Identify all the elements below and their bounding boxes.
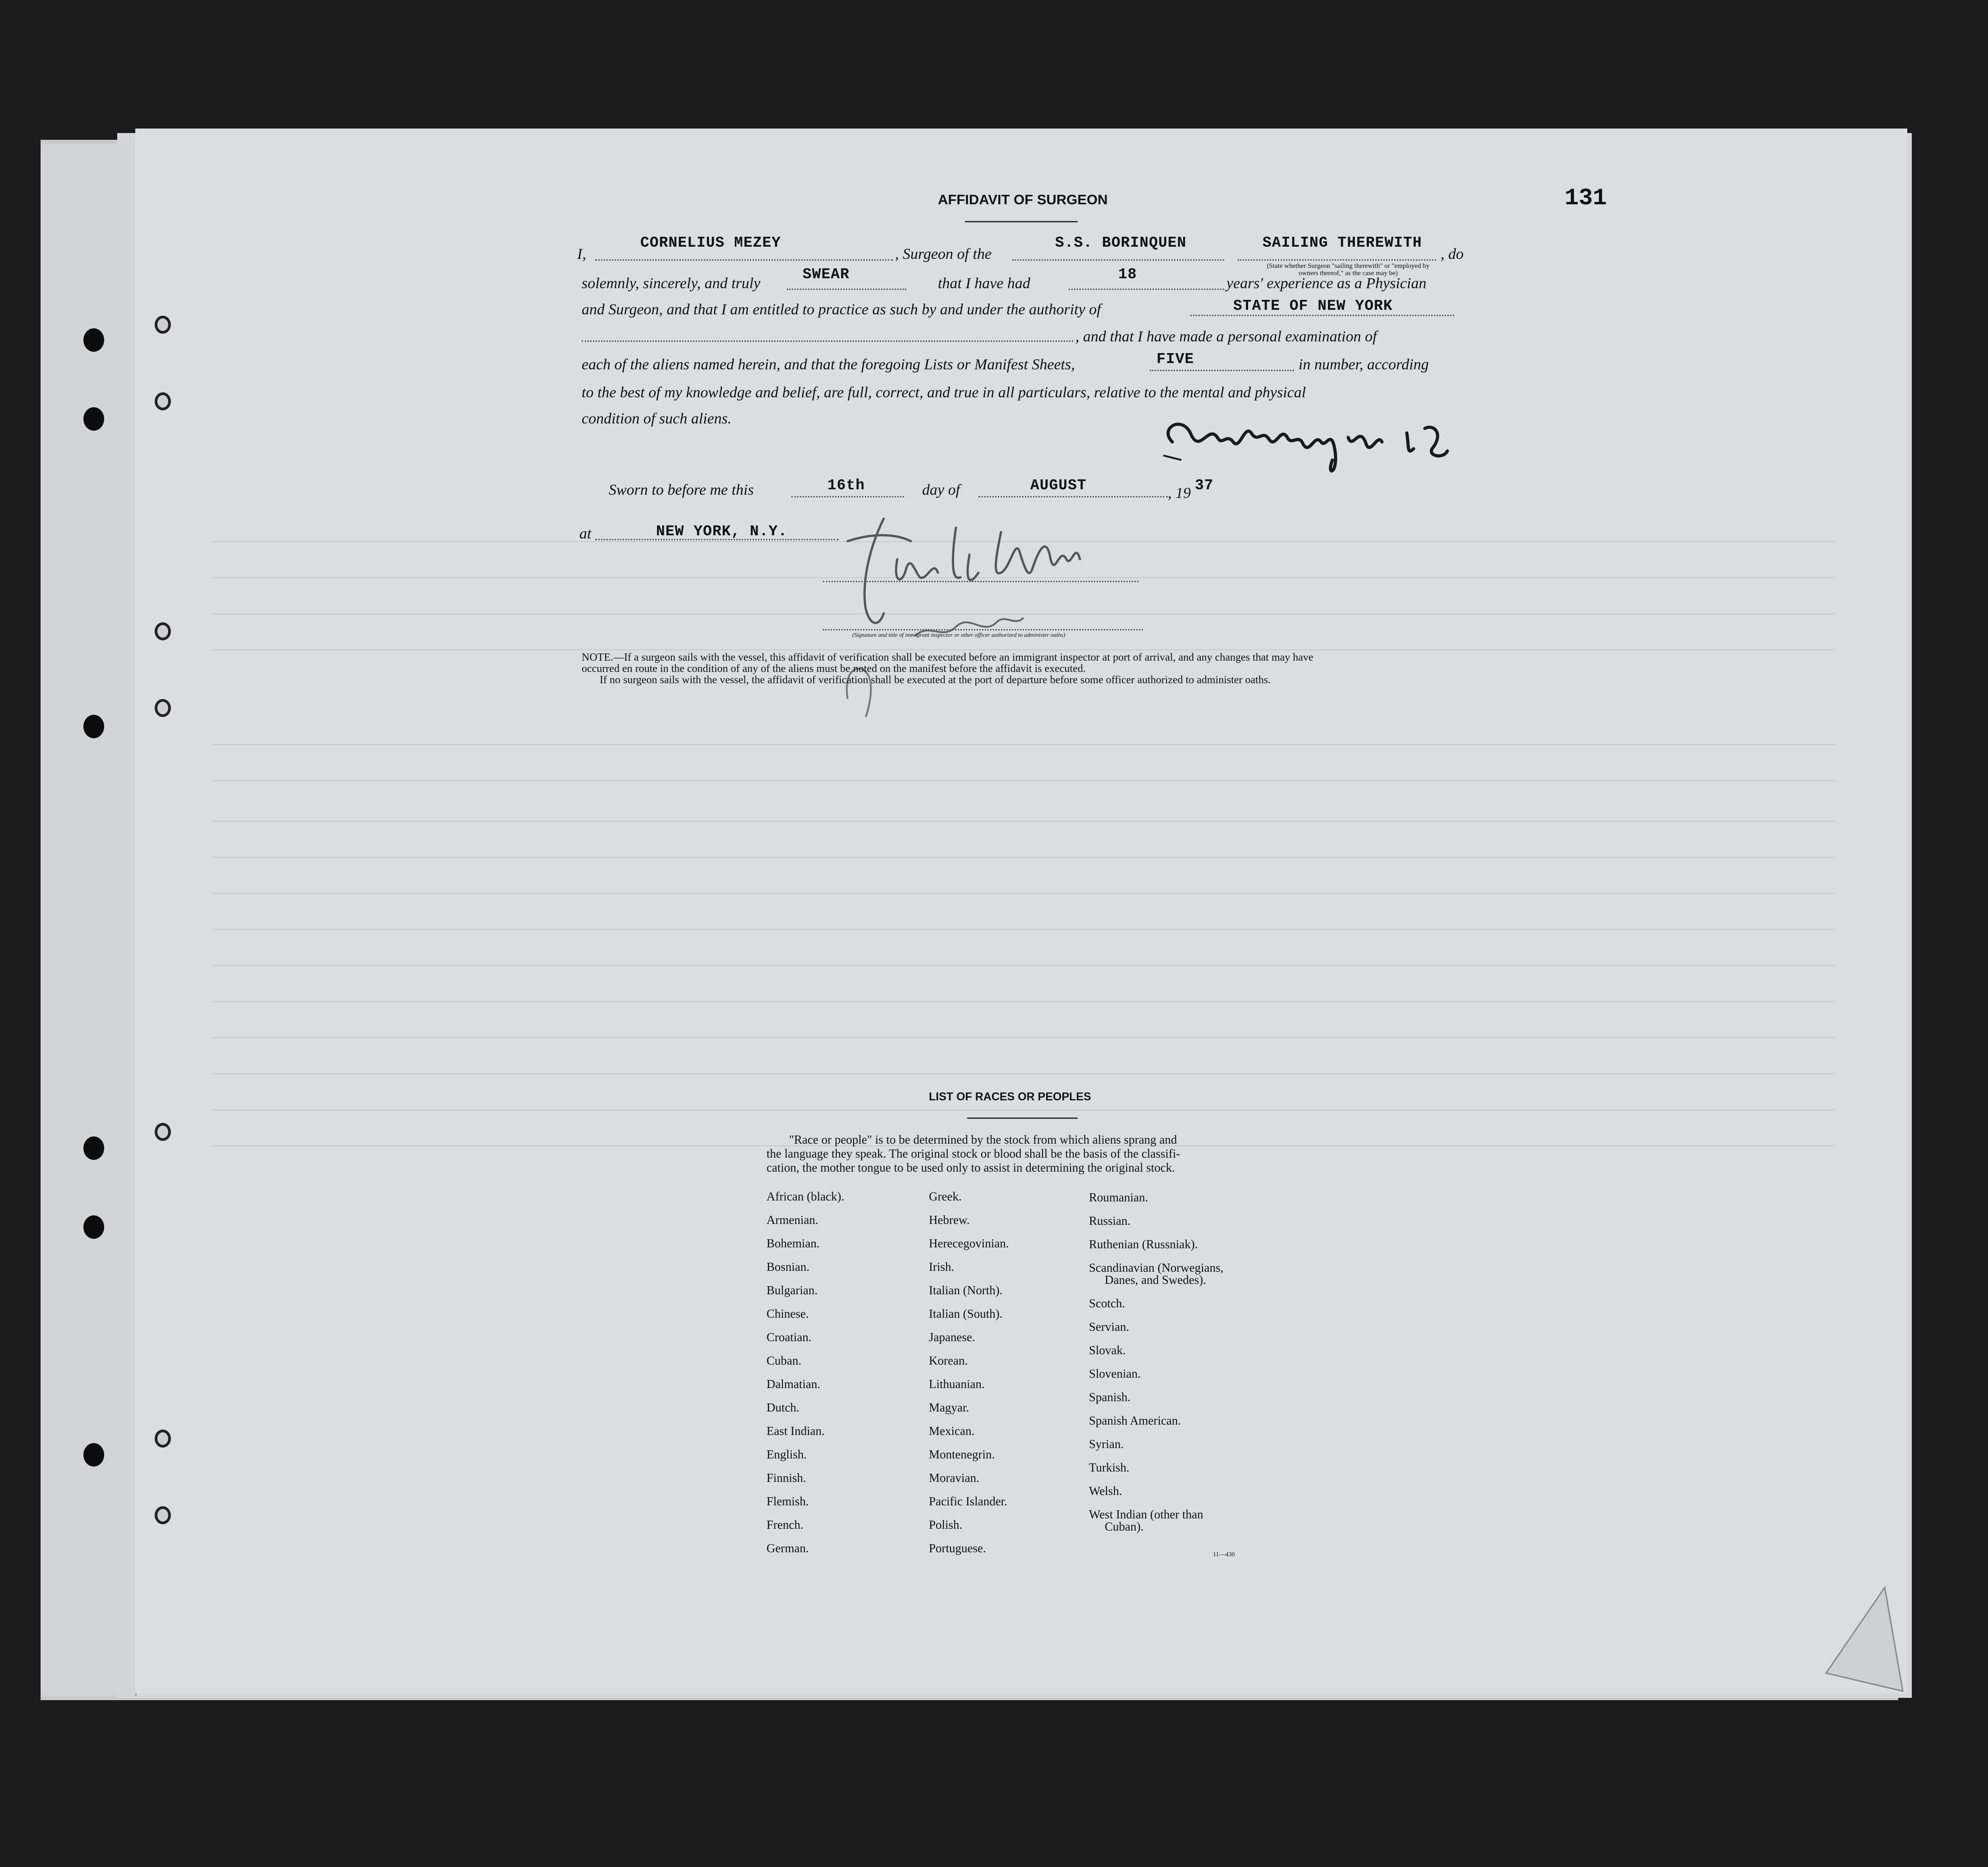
race-item: Italian (North).	[929, 1283, 1003, 1297]
affidavit-note	[582, 652, 1456, 686]
officer-signature-line	[823, 629, 1143, 630]
race-item: Italian (South).	[929, 1307, 1003, 1320]
officer-caption: (Signature and title of immigrant inspector or other officer authorized to administer oaths)	[852, 631, 1065, 638]
race-item: Polish.	[929, 1518, 963, 1531]
field-line	[1190, 315, 1454, 316]
races-intro-line: the language they speak. The original stock or blood shall be the basis of the classifi-	[767, 1147, 1180, 1160]
authority: STATE OF NEW YORK	[1233, 298, 1393, 314]
binder-hole	[83, 1136, 104, 1160]
oath-type: SWEAR	[803, 266, 850, 283]
races-intro-line: "Race or people" is to be determined by the stock from which aliens sprang and	[789, 1133, 1177, 1146]
binder-ring	[155, 1123, 171, 1141]
race-item: Hebrew.	[929, 1213, 970, 1227]
note-line: If no surgeon sails with the vessel, the affidavit of verification shall be executed at the port of departure before some officer authorized to administer oaths.	[600, 674, 1271, 686]
race-item: Irish.	[929, 1260, 955, 1274]
binder-hole	[83, 715, 104, 738]
race-item: Korean.	[929, 1354, 968, 1367]
race-item: Moravian.	[929, 1471, 979, 1485]
race-item: Spanish.	[1089, 1390, 1131, 1404]
affidavit-text: Sworn to before me this	[609, 482, 754, 498]
affidavit-text: each of the aliens named herein, and that the foregoing Lists or Manifest Sheets,	[582, 356, 1075, 373]
binder-hole	[83, 407, 104, 431]
affidavit-text: in number, according	[1299, 356, 1429, 373]
race-item: Greek.	[929, 1190, 962, 1203]
note-line: NOTE.—If a surgeon sails with the vessel, this affidavit of verification shall be executed before an immigrant inspector at port of arrival, and any changes that may have	[582, 652, 1313, 663]
race-item: Bohemian.	[767, 1237, 820, 1250]
affidavit-text: , 19	[1168, 485, 1191, 501]
affidavit-text: , and that I have made a personal examination of	[1075, 328, 1377, 345]
race-item: Portuguese.	[929, 1541, 986, 1555]
races-title: LIST OF RACES OR PEOPLES	[929, 1090, 1091, 1103]
affidavit-text: day of	[922, 482, 960, 498]
field-line	[595, 259, 893, 261]
race-item: Armenian.	[767, 1213, 818, 1227]
race-item: Cuban).	[1105, 1520, 1144, 1533]
affidavit-text: years' experience as a Physician	[1226, 275, 1427, 292]
race-item: Russian.	[1089, 1214, 1131, 1228]
sworn-year: 37	[1195, 477, 1214, 494]
surgeon-status: SAILING THEREWITH	[1263, 235, 1422, 251]
races-intro	[767, 1133, 1263, 1175]
race-item: Cuban.	[767, 1354, 802, 1367]
race-item: Ruthenian (Russniak).	[1089, 1237, 1198, 1251]
field-line	[582, 340, 1073, 342]
race-item: Mexican.	[929, 1424, 975, 1438]
race-item: Scandinavian (Norwegians,	[1089, 1261, 1224, 1274]
surgeon-name: CORNELIUS MEZEY	[640, 235, 781, 251]
race-item: Dutch.	[767, 1401, 799, 1414]
race-item: Japanese.	[929, 1330, 975, 1344]
races-column-3	[1089, 1191, 1278, 1532]
race-item: West Indian (other than	[1089, 1508, 1203, 1521]
affidavit-text: to the best of my knowledge and belief, are full, correct, and true in all particulars, relative to the mental and physical	[582, 384, 1306, 401]
race-item: Roumanian.	[1089, 1191, 1148, 1204]
affidavit-text: that I have had	[938, 275, 1030, 292]
status-note: (State whether Surgeon "sailing therewith" or "employed by owners thereof," as the case may be)	[1267, 262, 1430, 277]
binder-hole	[83, 1215, 104, 1239]
race-item: Spanish American.	[1089, 1414, 1181, 1427]
races-rule	[967, 1117, 1078, 1119]
race-item: Flemish.	[767, 1495, 809, 1508]
race-item: Herecegovinian.	[929, 1237, 1009, 1250]
officer-signature	[821, 492, 1145, 735]
form-code: 11—430	[1213, 1551, 1235, 1558]
races-intro-line: cation, the mother tongue to be used only to assist in determining the original stock.	[767, 1161, 1175, 1174]
sheet-count: FIVE	[1157, 351, 1194, 368]
race-item: English.	[767, 1448, 807, 1461]
binder-hole	[83, 328, 104, 352]
affidavit-text: , Surgeon of the	[895, 246, 992, 262]
vessel-name: S.S. BORINQUEN	[1055, 235, 1187, 251]
binder-ring	[155, 699, 171, 717]
sworn-place: NEW YORK, N.Y.	[656, 523, 788, 540]
affidavit-text: solemnly, sincerely, and truly	[582, 275, 761, 292]
race-item: Lithuanian.	[929, 1377, 985, 1391]
race-item: Welsh.	[1089, 1484, 1122, 1498]
race-item: East Indian.	[767, 1424, 825, 1438]
race-item: Servian.	[1089, 1320, 1129, 1334]
field-line	[1012, 259, 1224, 261]
race-item: Dalmatian.	[767, 1377, 821, 1391]
race-item: Croatian.	[767, 1330, 812, 1344]
field-line	[787, 289, 906, 290]
race-item: Finnish.	[767, 1471, 806, 1485]
race-item: Scotch.	[1089, 1297, 1125, 1310]
race-item: Syrian.	[1089, 1437, 1124, 1451]
field-line	[823, 581, 1139, 582]
affidavit-text: at	[579, 525, 592, 542]
race-item: African (black).	[767, 1190, 845, 1203]
race-item: German.	[767, 1541, 809, 1555]
race-item: Slovak.	[1089, 1343, 1126, 1357]
affidavit-text: condition of such aliens.	[582, 410, 732, 427]
field-line	[1069, 289, 1224, 290]
binder-ring	[155, 1506, 171, 1524]
surgeon-signature	[1154, 406, 1461, 487]
page-number: 131	[1565, 185, 1607, 212]
race-item: Montenegrin.	[929, 1448, 995, 1461]
race-item: Bulgarian.	[767, 1283, 818, 1297]
sworn-month: AUGUST	[1030, 477, 1087, 494]
race-item: Chinese.	[767, 1307, 809, 1320]
affidavit-title: AFFIDAVIT OF SURGEON	[938, 192, 1108, 207]
affidavit-text: and Surgeon, and that I am entitled to practice as such by and under the authority of	[582, 301, 1101, 318]
race-item: Pacific Islander.	[929, 1495, 1007, 1508]
field-line	[1150, 370, 1294, 371]
race-item: Magyar.	[929, 1401, 969, 1414]
binder-ring	[155, 392, 171, 410]
races-column-2	[929, 1191, 1091, 1566]
sworn-day: 16th	[827, 477, 865, 494]
binder-ring	[155, 316, 171, 334]
field-line	[1238, 259, 1436, 261]
affidavit-text: I,	[577, 246, 586, 262]
folded-corner	[1817, 1578, 1907, 1696]
race-item: Turkish.	[1089, 1461, 1129, 1474]
title-rule	[965, 221, 1078, 222]
race-item: Slovenian.	[1089, 1367, 1141, 1380]
binder-ring	[155, 622, 171, 640]
race-item: French.	[767, 1518, 803, 1531]
binder-hole	[83, 1443, 104, 1467]
race-item: Danes, and Swedes).	[1105, 1273, 1206, 1287]
years-experience: 18	[1118, 266, 1137, 283]
race-item: Bosnian.	[767, 1260, 810, 1274]
races-column-1	[767, 1191, 929, 1566]
note-line: occurred en route in the condition of any of the aliens must be noted on the manifest before the affidavit is executed.	[582, 663, 1086, 675]
binder-ring	[155, 1430, 171, 1448]
affidavit-text: , do	[1441, 246, 1464, 262]
